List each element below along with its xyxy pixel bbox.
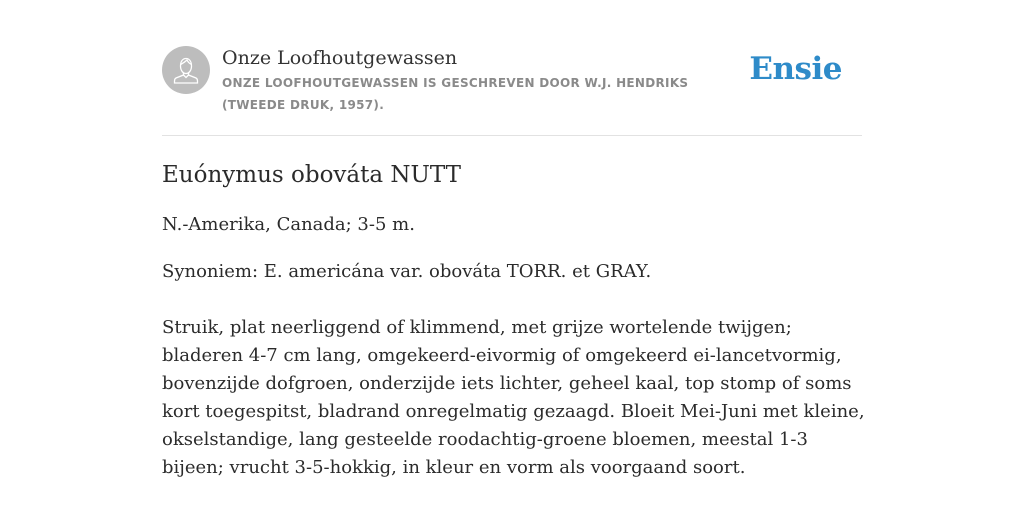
header-divider — [162, 135, 862, 136]
entry-description: Struik, plat neerliggend of klimmend, met grijze wortelende twijgen; bladeren 4-7 cm lang, omgekeerd-eivormig of omgekeerd ei-lancetvormig, bovenzijde dofgroen, onderzijde iets lichter, geheel kaal, top stomp of soms kort toegespitst, bladrand onregelmatig gezaagd. Bloeit Mei-Juni met kleine, okselstandige, lang gesteelde roodachtig-groene bloemen, meestal 1-3 bijeen; vrucht 3-5-hokkig, in kleur en vorm als voorgaand soort. — [162, 317, 865, 478]
user-silhouette-icon — [162, 46, 210, 94]
ensie-logo[interactable]: Ensie — [749, 51, 842, 87]
book-header — [162, 46, 862, 136]
entry-synonym: Synoniem: E. americána var. obováta TORR. et GRAY. — [162, 261, 652, 282]
entry-article — [162, 158, 872, 482]
author-avatar[interactable] — [162, 46, 210, 94]
book-description: ONZE LOOFHOUTGEWASSEN IS GESCHREVEN DOOR W.J. HENDRIKS (TWEEDE DRUK, 1957). — [222, 76, 689, 112]
entry-origin: N.-Amerika, Canada; 3-5 m. — [162, 214, 415, 235]
entry-title: Euónymus obováta NUTT — [162, 162, 461, 188]
book-title[interactable]: Onze Loofhoutgewassen — [222, 47, 458, 69]
